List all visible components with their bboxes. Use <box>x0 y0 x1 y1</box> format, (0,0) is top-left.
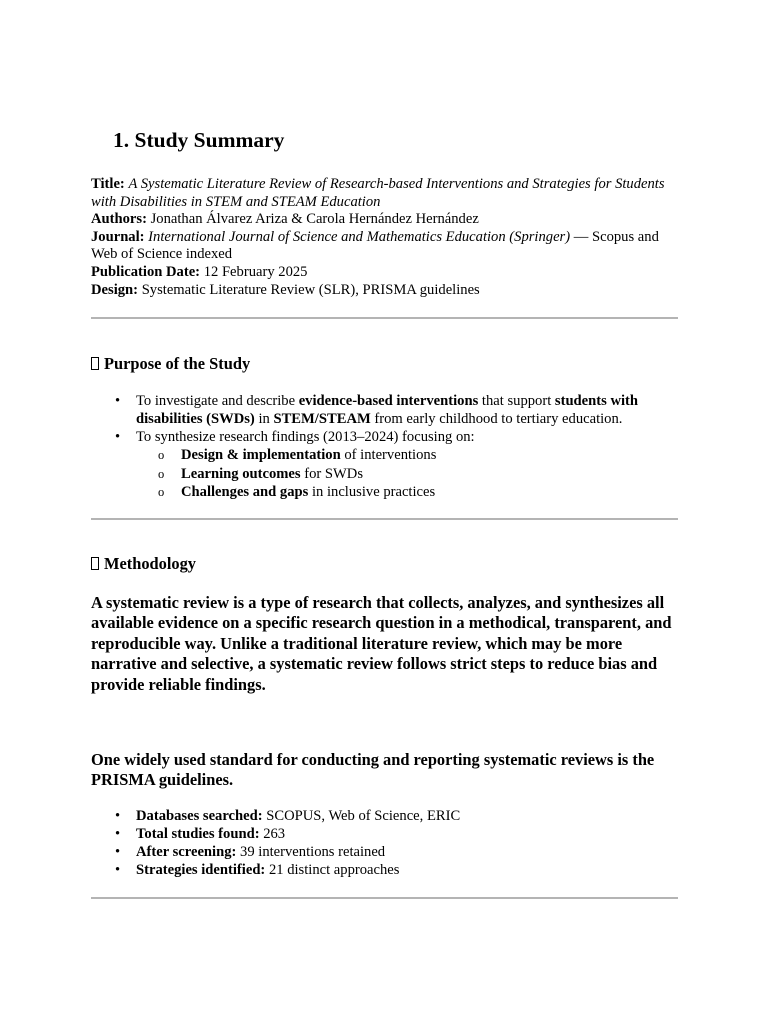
sub-item-emphasis: Learning outcomes <box>181 465 301 482</box>
title-value: A Systematic Literature Review of Research-based Interventions and Strategies for Students with Disabilities in STEM and STEAM Education <box>91 176 665 210</box>
sub-item-text: for SWDs <box>300 465 364 482</box>
sub-list-item <box>136 483 679 502</box>
divider-3 <box>91 897 678 899</box>
sub-item-emphasis: Design & implementation <box>181 447 341 463</box>
item-value: 39 interventions retained <box>236 844 386 860</box>
purpose-heading <box>91 354 250 374</box>
methodology-heading-text: Methodology <box>104 554 196 573</box>
item-value: 21 distinct approaches <box>265 862 400 878</box>
list-item <box>91 807 679 825</box>
title-label: Title: <box>91 176 125 192</box>
list-item <box>91 428 679 502</box>
purpose-text: that support <box>478 393 555 409</box>
pubdate-value: 12 February 2025 <box>203 263 308 280</box>
purpose-text: in <box>254 411 274 427</box>
sub-item-text: in inclusive practices <box>308 484 436 501</box>
purpose-text: To investigate and describe <box>136 393 299 409</box>
list-item <box>91 825 679 843</box>
design-label: Design: <box>91 281 139 298</box>
item-label: After screening: <box>136 844 237 860</box>
journal-value: International Journal of Science and Mathematics Education (Springer) <box>148 228 571 245</box>
study-metadata <box>91 176 679 299</box>
purpose-emphasis: STEM/STEAM <box>273 411 371 427</box>
journal-note: — Scopus and Web of Science indexed <box>91 228 659 263</box>
design-value: Systematic Literature Review (SLR), PRISMA guidelines <box>141 281 480 298</box>
pubdate-label: Publication Date: <box>91 263 201 280</box>
sub-list-item <box>136 465 679 484</box>
purpose-list <box>91 392 679 502</box>
authors-value: Jonathan Álvarez Ariza & Carola Hernández Hernández <box>150 211 479 228</box>
sub-item-emphasis: Challenges and gaps <box>181 484 309 501</box>
sub-item-text: of interventions <box>340 447 437 463</box>
methodology-list <box>91 807 679 879</box>
missing-glyph-icon <box>91 357 99 370</box>
divider-2 <box>91 518 678 520</box>
section-title: 1. Study Summary <box>113 128 285 152</box>
item-label: Databases searched: <box>136 808 263 824</box>
meta-authors-line <box>91 211 679 229</box>
list-item <box>91 392 679 428</box>
list-item <box>91 861 679 879</box>
methodology-paragraph-1: A systematic review is a type of research that collects, analyzes, and synthesizes all available evidence on a specific research question in a methodical, transparent, and reproducible way. Unlike a traditional literature review, which may be more narrative and selective, a systematic review follows strict steps to reduce bias and provide reliable findings. <box>91 593 672 694</box>
item-label: Strategies identified: <box>136 862 266 878</box>
divider-1 <box>91 317 678 319</box>
authors-label: Authors: <box>91 211 147 228</box>
item-value: SCOPUS, Web of Science, ERIC <box>262 808 461 824</box>
list-item <box>91 843 679 861</box>
meta-pubdate-line <box>91 264 679 282</box>
purpose-heading-text: Purpose of the Study <box>104 354 251 373</box>
methodology-heading <box>91 554 196 574</box>
purpose-text: To synthesize research findings (2013–2024) focusing on: <box>136 429 475 445</box>
missing-glyph-icon <box>91 557 99 570</box>
purpose-sublist <box>136 446 679 502</box>
item-value: 263 <box>259 826 286 842</box>
journal-label: Journal: <box>91 228 145 245</box>
purpose-text: from early childhood to tertiary education. <box>370 411 623 427</box>
methodology-paragraph-2: One widely used standard for conducting and reporting systematic reviews is the PRISMA guidelines. <box>91 750 655 790</box>
sub-list-item <box>136 446 679 465</box>
item-label: Total studies found: <box>136 826 260 842</box>
purpose-emphasis: evidence-based interventions <box>298 393 479 409</box>
meta-title-line <box>91 176 679 211</box>
purpose-emphasis: students with disabilities (SWDs) <box>136 393 639 427</box>
meta-journal-line <box>91 229 679 264</box>
meta-design-line <box>91 282 679 300</box>
